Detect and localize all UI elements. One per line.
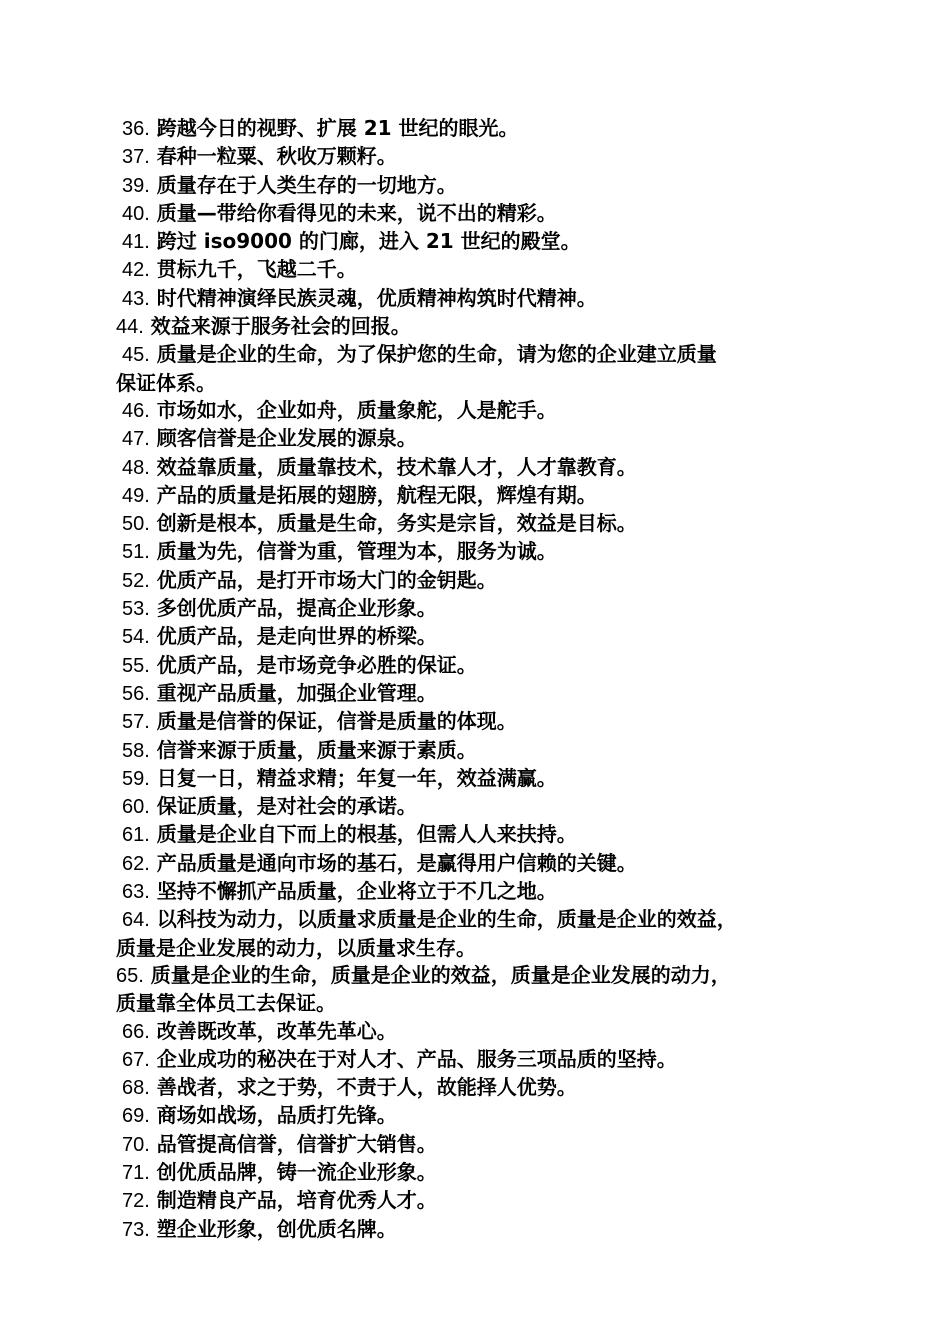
item-text: 多创优质产品，提高企业形象。	[156, 596, 437, 621]
list-item	[116, 680, 846, 708]
list-item	[116, 821, 846, 849]
item-text: 改善既改革，改革先革心。	[156, 1018, 397, 1043]
item-text: 质量是企业自下而上的根基，但需人人来扶持。	[156, 822, 577, 847]
item-number: 47.	[122, 428, 150, 451]
item-number: 39.	[122, 174, 150, 197]
list-item	[116, 623, 846, 651]
list-item	[116, 172, 846, 200]
item-text: 质量存在于人类生存的一切地方。	[156, 172, 457, 197]
list-item	[116, 708, 846, 736]
list-item	[116, 510, 846, 538]
item-number: 58.	[122, 739, 150, 762]
item-number: 61.	[122, 824, 150, 847]
item-number: 73.	[122, 1218, 150, 1241]
slogan-list	[116, 115, 846, 1244]
list-item	[116, 962, 846, 990]
item-number: 67.	[122, 1048, 150, 1071]
item-text: 质量是信誉的保证，信誉是质量的体现。	[156, 709, 517, 734]
item-text: 商场如战场，品质打先锋。	[156, 1103, 397, 1128]
item-number: 62.	[122, 852, 150, 875]
item-text: 塑企业形象，创优质名牌。	[156, 1216, 397, 1241]
item-text: 效益靠质量，质量靠技术，技术靠人才，人才靠教育。	[156, 454, 637, 479]
item-text-continuation: 质量靠全体员工去保证。	[116, 991, 336, 1016]
item-text: 质量是企业的生命，质量是企业的效益，质量是企业发展的动力，	[150, 962, 731, 987]
item-text: 效益来源于服务社会的回报。	[150, 314, 411, 339]
item-text: 产品质量是通向市场的基石，是赢得用户信赖的关键。	[156, 850, 637, 875]
item-number: 53.	[122, 598, 150, 621]
list-item	[116, 595, 846, 623]
item-number: 36.	[122, 118, 150, 140]
list-item	[116, 878, 846, 906]
item-number: 70.	[122, 1133, 150, 1156]
item-text: 保证质量，是对社会的承诺。	[156, 794, 417, 819]
list-item	[116, 115, 846, 143]
item-number: 46.	[122, 399, 150, 422]
item-number: 48.	[122, 456, 150, 479]
item-text: 跨过 iso9000 的门廊，进入 21 世纪的殿堂。	[156, 229, 581, 254]
item-text: 顾客信誉是企业发展的源泉。	[156, 426, 417, 451]
item-number: 64.	[122, 909, 150, 932]
list-item	[116, 341, 846, 369]
item-text: 质量为先，信誉为重，管理为本，服务为诚。	[156, 539, 557, 564]
list-item	[116, 1046, 846, 1074]
item-number: 44.	[116, 316, 144, 339]
item-text: 企业成功的秘决在于对人才、产品、服务三项品质的坚持。	[156, 1046, 677, 1071]
list-item	[116, 482, 846, 510]
item-text: 春种一粒粟、秋收万颗籽。	[156, 144, 397, 169]
list-item	[116, 793, 846, 821]
item-number: 52.	[122, 569, 150, 592]
item-text: 品管提高信誉，信誉扩大销售。	[156, 1131, 437, 1156]
item-number: 37.	[122, 146, 150, 169]
list-item	[116, 1159, 846, 1187]
item-number: 59.	[122, 767, 150, 790]
item-text-continuation: 保证体系。	[116, 370, 216, 395]
item-text: 质量是企业的生命，为了保护您的生命，请为您的企业建立质量	[156, 342, 717, 367]
list-item	[116, 765, 846, 793]
item-number: 45.	[122, 344, 150, 367]
item-text: 善战者，求之于势，不责于人，故能择人优势。	[156, 1075, 577, 1100]
item-number: 60.	[122, 796, 150, 819]
item-number: 49.	[122, 484, 150, 507]
item-number: 72.	[122, 1190, 150, 1213]
list-item	[116, 285, 846, 313]
list-item	[116, 906, 846, 934]
list-item	[116, 313, 846, 341]
item-text: 优质产品，是走向世界的桥梁。	[156, 624, 437, 649]
item-number: 40.	[122, 202, 150, 225]
item-text: 质量—带给你看得见的未来，说不出的精彩。	[156, 200, 557, 225]
list-item	[116, 454, 846, 482]
item-number: 57.	[122, 711, 150, 734]
item-number: 69.	[122, 1105, 150, 1128]
item-number: 65.	[116, 964, 144, 987]
item-text: 优质产品，是市场竞争必胜的保证。	[156, 652, 477, 677]
item-text: 跨越今日的视野、扩展 21 世纪的眼光。	[156, 116, 519, 140]
list-item	[116, 425, 846, 453]
list-item	[116, 1131, 846, 1159]
item-number: 56.	[122, 682, 150, 705]
item-text: 产品的质量是拓展的翅膀，航程无限，辉煌有期。	[156, 482, 597, 507]
list-item	[116, 1102, 846, 1130]
item-number: 55.	[122, 654, 150, 677]
item-text-continuation: 质量是企业发展的动力，以质量求生存。	[116, 935, 476, 960]
item-text: 日复一日，精益求精；年复一年，效益满赢。	[156, 765, 557, 790]
list-item	[116, 256, 846, 284]
list-item	[116, 1216, 846, 1244]
item-number: 50.	[122, 513, 150, 536]
list-item	[116, 200, 846, 228]
item-text: 创新是根本，质量是生命，务实是宗旨，效益是目标。	[156, 511, 637, 536]
list-item	[116, 737, 846, 765]
item-text: 时代精神演绎民族灵魂，优质精神构筑时代精神。	[156, 285, 597, 310]
item-text: 贯标九千，飞越二千。	[156, 257, 357, 282]
item-text: 信誉来源于质量，质量来源于素质。	[156, 737, 477, 762]
list-item	[116, 143, 846, 171]
list-item	[116, 850, 846, 878]
list-item	[116, 1187, 846, 1215]
item-number: 41.	[122, 231, 150, 254]
item-number: 71.	[122, 1161, 150, 1184]
item-text: 重视产品质量，加强企业管理。	[156, 680, 437, 705]
list-item	[116, 652, 846, 680]
item-number: 63.	[122, 881, 150, 904]
item-number: 42.	[122, 259, 150, 282]
item-number: 66.	[122, 1020, 150, 1043]
list-item	[116, 567, 846, 595]
item-number: 68.	[122, 1077, 150, 1100]
item-number: 43.	[122, 287, 150, 310]
item-text: 市场如水，企业如舟，质量象舵，人是舵手。	[156, 397, 557, 422]
list-item	[116, 1074, 846, 1102]
item-text: 坚持不懈抓产品质量，企业将立于不几之地。	[156, 879, 557, 904]
list-item	[116, 228, 846, 256]
list-item	[116, 1018, 846, 1046]
item-text: 制造精良产品，培育优秀人才。	[156, 1188, 437, 1213]
item-number: 54.	[122, 626, 150, 649]
item-text: 优质产品，是打开市场大门的金钥匙。	[156, 567, 497, 592]
item-text: 创优质品牌，铸一流企业形象。	[156, 1159, 437, 1184]
item-number: 51.	[122, 541, 150, 564]
list-item	[116, 538, 846, 566]
list-item	[116, 397, 846, 425]
item-text: 以科技为动力，以质量求质量是企业的生命，质量是企业的效益，	[156, 907, 737, 932]
